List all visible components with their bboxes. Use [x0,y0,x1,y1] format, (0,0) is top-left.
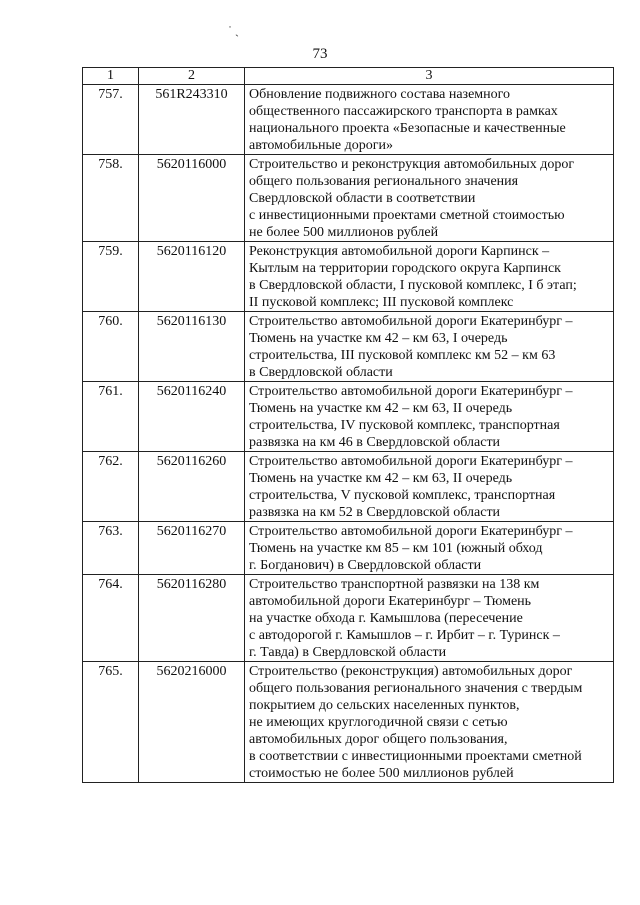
description-line: автомобильные дороги» [249,138,393,153]
description-line: с автодорогой г. Камышлов – г. Ирбит – г. Туринск – [249,628,560,643]
description-line: Тюмень на участке км 42 – км 63, II очередь [249,401,513,416]
description-line: стоимостью не более 500 миллионов рублей [249,766,514,781]
description-line: Строительство автомобильной дороги Екатеринбург – [249,454,573,469]
table-row [83,85,614,155]
code-cell: 5620116260 [139,452,245,522]
row-number-cell: 760. [83,312,139,382]
description-line: строительства, III пусковой комплекс км 52 – км 63 [249,348,556,363]
row-number-cell: 764. [83,575,139,662]
code-cell: 5620116270 [139,522,245,575]
code-cell: 5620116280 [139,575,245,662]
page-number: 73 [312,46,328,62]
row-number-cell: 758. [83,155,139,242]
table-row [83,155,614,242]
description-cell [245,155,614,242]
code-cell: 5620116120 [139,242,245,312]
column-header-1: 1 [83,68,139,85]
description-cell [245,242,614,312]
row-number-cell: 762. [83,452,139,522]
description-line: не имеющих круглогодичной связи с сетью [249,715,508,730]
description-line: II пусковой комплекс; III пусковой комплекс [249,295,514,310]
description-line: автомобильных дорог общего пользования, [249,732,508,747]
table-row [83,312,614,382]
column-header-3: 3 [245,68,614,85]
code-cell: 561R243310 [139,85,245,155]
description-line: Строительство (реконструкция) автомобильных дорог [249,664,573,679]
code-cell: 5620116000 [139,155,245,242]
table-row [83,452,614,522]
description-line: Тюмень на участке км 85 – км 101 (южный обход [249,541,543,556]
row-number-cell: 759. [83,242,139,312]
description-line: в Свердловской области, I пусковой комплекс, I б этап; [249,278,577,293]
description-line: автомобильной дороги Екатеринбург – Тюмень [249,594,532,609]
row-number-cell: 765. [83,662,139,783]
description-line: Свердловской области в соответствии [249,191,476,206]
column-header-2: 2 [139,68,245,85]
row-number-cell: 763. [83,522,139,575]
description-line: с инвестиционными проектами сметной стоимостью [249,208,565,223]
description-line: в Свердловской области [249,365,393,380]
description-line: Обновление подвижного состава наземного [249,87,511,102]
description-cell [245,382,614,452]
table-row [83,242,614,312]
code-cell: 5620116130 [139,312,245,382]
description-line: г. Богданович) в Свердловской области [249,558,482,573]
description-cell [245,575,614,662]
description-line: развязка на км 52 в Свердловской области [249,505,501,520]
table-row [83,662,614,783]
page-mark: ˙ ˏ [228,23,239,37]
table-row [83,522,614,575]
code-cell: 5620216000 [139,662,245,783]
description-cell [245,522,614,575]
description-line: Строительство транспортной развязки на 138 км [249,577,540,592]
description-cell [245,312,614,382]
row-number-cell: 761. [83,382,139,452]
description-line: строительства, IV пусковой комплекс, транспортная [249,418,560,433]
description-line: в соответствии с инвестиционными проектами сметной [249,749,582,764]
description-line: Тюмень на участке км 42 – км 63, I очередь [249,331,508,346]
table-body [83,85,614,783]
description-line: общего пользования регионального значения [249,174,519,189]
description-line: на участке обхода г. Камышлова (пересечение [249,611,523,626]
description-line: Тюмень на участке км 42 – км 63, II очередь [249,471,513,486]
description-cell [245,662,614,783]
description-line: не более 500 миллионов рублей [249,225,439,240]
description-line: Строительство автомобильной дороги Екатеринбург – [249,524,573,539]
description-line: развязка на км 46 в Свердловской области [249,435,501,450]
data-table [82,67,614,783]
description-cell [245,452,614,522]
description-line: строительства, V пусковой комплекс, транспортная [249,488,556,503]
code-cell: 5620116240 [139,382,245,452]
description-line: Строительство и реконструкция автомобильных дорог [249,157,575,172]
description-line: покрытием до сельских населенных пунктов, [249,698,520,713]
description-line: Строительство автомобильной дороги Екатеринбург – [249,384,573,399]
row-number-cell: 757. [83,85,139,155]
description-line: г. Тавда) в Свердловской области [249,645,447,660]
table-row [83,575,614,662]
table-row [83,382,614,452]
description-line: национального проекта «Безопасные и качественные [249,121,566,136]
description-line: общего пользования регионального значения с твердым [249,681,583,696]
description-line: общественного пассажирского транспорта в рамках [249,104,558,119]
description-line: Кытлым на территории городского округа Карпинск [249,261,561,276]
description-line: Строительство автомобильной дороги Екатеринбург – [249,314,573,329]
description-line: Реконструкция автомобильной дороги Карпинск – [249,244,550,259]
description-cell [245,85,614,155]
header-row [83,68,614,85]
